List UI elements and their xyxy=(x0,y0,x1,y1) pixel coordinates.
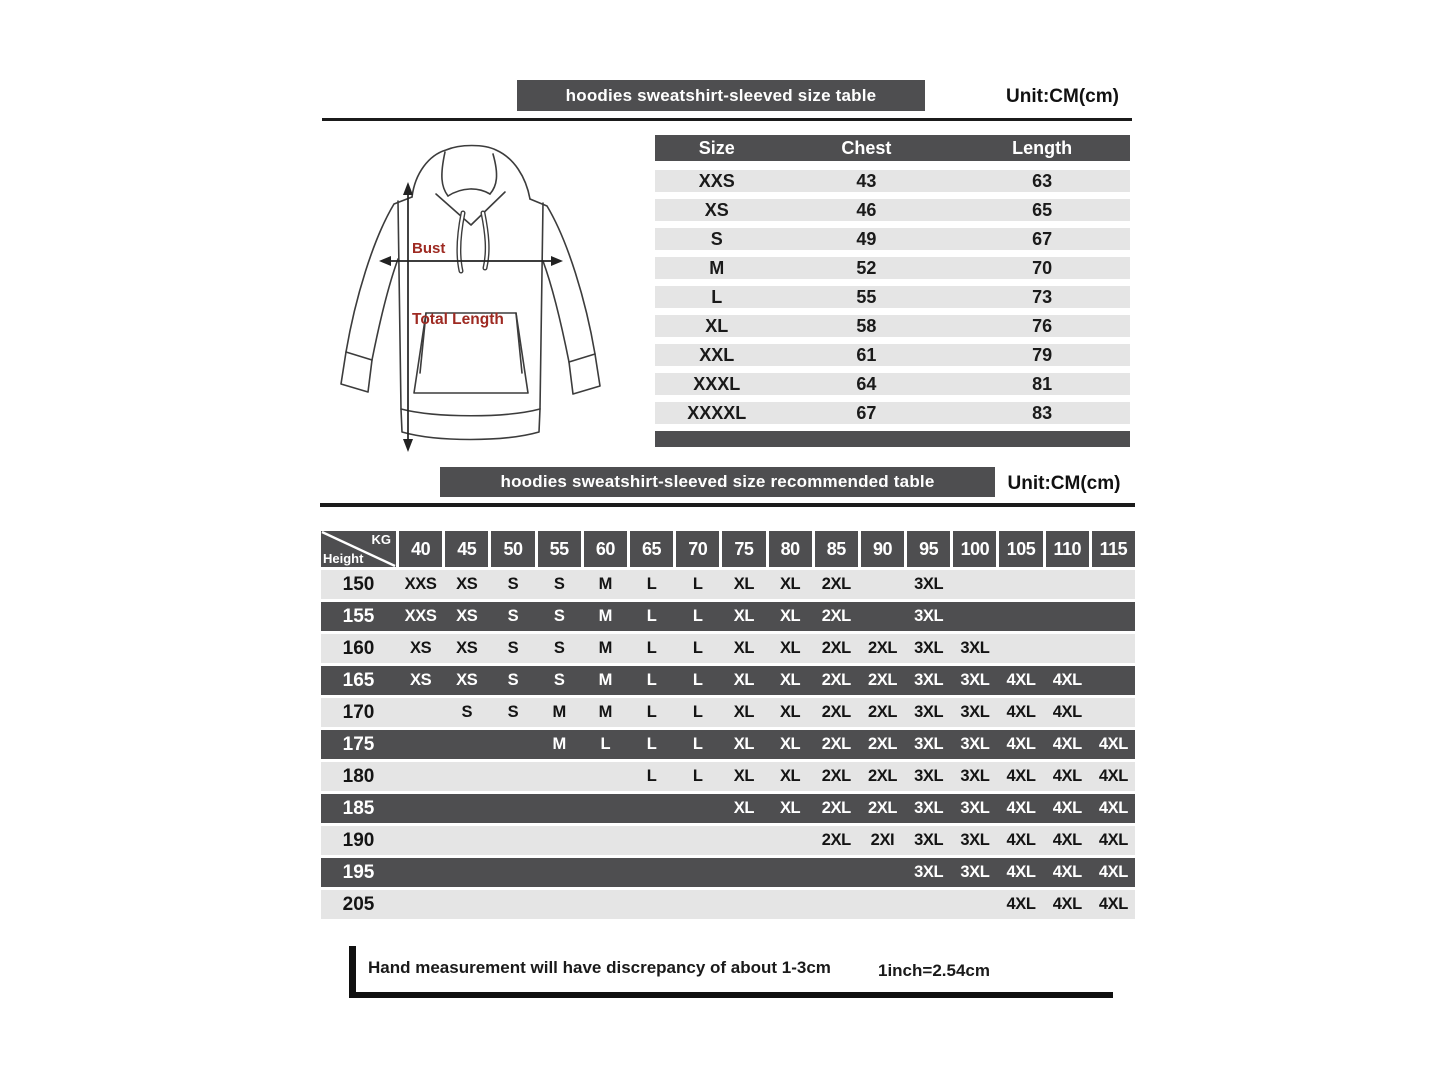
total-length-label: Total Length xyxy=(412,311,504,328)
height-label: 150 xyxy=(342,574,375,595)
recommended-size-cell xyxy=(399,698,442,727)
recommended-size-cell: XL xyxy=(733,607,755,625)
recommended-size-cell xyxy=(445,730,488,759)
recommended-size-cell: 4XL xyxy=(1098,831,1128,849)
recommended-size-cell: S xyxy=(507,575,519,593)
recommended-size-cell: 3XL xyxy=(914,863,944,881)
size-cell-chest: 43 xyxy=(856,171,877,191)
recommended-size-cell xyxy=(399,794,442,823)
recommended-size-cell: 3XL xyxy=(914,639,944,657)
recommended-size-cell xyxy=(676,794,719,823)
size-table-header xyxy=(655,135,1130,161)
size-cell-size: L xyxy=(711,287,723,307)
weight-header-cell: 85 xyxy=(815,531,858,567)
recommended-size-cell: XS xyxy=(409,671,432,689)
size-table-row xyxy=(655,315,1130,337)
height-label: 180 xyxy=(342,766,375,787)
recommended-size-cell xyxy=(1092,634,1135,663)
recommended-size-cell: XL xyxy=(733,767,755,785)
recommended-size-cell: 3XL xyxy=(960,735,990,753)
recommended-table-rows xyxy=(321,570,1135,919)
recommended-size-cell xyxy=(538,794,581,823)
size-table-row xyxy=(655,199,1130,221)
recommended-size-cell: M xyxy=(598,671,613,689)
recommended-size-cell: XS xyxy=(456,607,478,625)
recommended-size-cell xyxy=(630,890,673,919)
recommended-size-cell xyxy=(861,890,904,919)
recommended-size-cell xyxy=(630,794,673,823)
size-cell-length: 63 xyxy=(1032,171,1053,191)
recommended-size-cell: S xyxy=(553,671,565,689)
recommended-size-cell xyxy=(815,858,858,887)
recommended-size-cell: XS xyxy=(409,639,432,657)
size-table-bottom-bar xyxy=(655,431,1130,447)
recommended-size-cell: S xyxy=(507,703,519,721)
recommended-size-cell xyxy=(445,826,488,855)
recommended-size-cell: XL xyxy=(779,575,801,593)
recommended-row xyxy=(321,730,1135,759)
recommended-size-cell xyxy=(722,890,765,919)
recommended-size-cell: M xyxy=(598,703,613,721)
recommended-size-cell: 4XL xyxy=(1006,831,1036,849)
recommended-size-cell: S xyxy=(507,671,519,689)
recommended-size-cell: L xyxy=(646,767,657,785)
recommended-size-cell: 3XL xyxy=(914,607,944,625)
recommended-size-cell: 3XL xyxy=(960,863,990,881)
size-cell-size: XXXL xyxy=(693,374,741,394)
recommended-size-cell xyxy=(491,762,534,791)
recommended-size-cell xyxy=(491,794,534,823)
weight-header-cell: 80 xyxy=(769,531,812,567)
recommended-size-cell xyxy=(538,858,581,887)
size-table-row xyxy=(655,286,1130,308)
weight-header-cell: 65 xyxy=(630,531,673,567)
height-label: 160 xyxy=(342,638,375,659)
recommended-size-cell xyxy=(769,858,812,887)
recommended-row xyxy=(321,570,1135,599)
recommended-size-cell: 4XL xyxy=(1052,767,1082,785)
recommended-row xyxy=(321,666,1135,695)
recommended-size-cell xyxy=(722,826,765,855)
recommended-size-cell: 3XL xyxy=(960,703,990,721)
size-cell-length: 73 xyxy=(1032,287,1053,307)
size-table xyxy=(655,135,1130,447)
weight-header-cell: 40 xyxy=(399,531,442,567)
recommended-size-cell xyxy=(1092,698,1135,727)
height-label: 190 xyxy=(342,830,375,851)
height-label: 165 xyxy=(342,670,375,691)
weight-header-cell: 110 xyxy=(1046,531,1089,567)
recommended-size-cell: 3XL xyxy=(960,671,990,689)
recommended-size-cell: L xyxy=(646,671,657,689)
recommended-size-cell xyxy=(538,826,581,855)
recommended-size-cell xyxy=(999,634,1042,663)
size-table-title: hoodies sweatshirt-sleeved size table xyxy=(565,85,877,105)
recommended-size-cell: XL xyxy=(733,735,755,753)
recommended-size-cell: L xyxy=(646,575,657,593)
recommended-size-cell xyxy=(399,826,442,855)
recommended-table xyxy=(321,531,1135,922)
size-cell-chest: 61 xyxy=(856,345,877,365)
recommended-size-cell xyxy=(445,762,488,791)
recommended-size-cell: 4XL xyxy=(1006,735,1036,753)
recommended-size-cell: 2XL xyxy=(821,671,851,689)
recommended-size-cell: 4XL xyxy=(1052,863,1082,881)
recommended-size-cell: M xyxy=(598,575,613,593)
size-table-row xyxy=(655,257,1130,279)
recommended-size-cell: M xyxy=(552,703,566,721)
recommended-size-cell xyxy=(399,730,442,759)
recommended-size-cell: L xyxy=(692,575,703,593)
recommended-size-cell: 4XL xyxy=(1098,735,1128,753)
size-cell-chest: 46 xyxy=(856,200,877,220)
recommended-size-cell: XS xyxy=(456,639,478,657)
hoodie-diagram xyxy=(324,137,618,455)
recommended-size-cell xyxy=(1046,602,1089,631)
recommended-size-cell: 3XL xyxy=(960,767,990,785)
recommended-size-cell: 3XL xyxy=(914,575,944,593)
recommended-size-cell xyxy=(630,858,673,887)
weight-header-cell: 50 xyxy=(491,531,534,567)
recommended-size-cell: XL xyxy=(733,639,755,657)
height-axis-label: Height xyxy=(323,551,364,566)
recommended-size-cell xyxy=(445,890,488,919)
size-cell-size: XL xyxy=(705,316,729,336)
weight-header-cell: 95 xyxy=(907,531,950,567)
height-label: 155 xyxy=(342,606,375,627)
size-cell-size: S xyxy=(710,229,723,249)
recommended-size-cell: 2XL xyxy=(867,671,897,689)
recommended-size-cell xyxy=(445,858,488,887)
recommended-size-cell xyxy=(999,570,1042,599)
recommended-table-title: hoodies sweatshirt-sleeved size recommended table xyxy=(500,472,935,491)
recommended-size-cell: 3XL xyxy=(914,735,944,753)
recommended-size-cell xyxy=(584,858,627,887)
recommended-size-cell: 2XL xyxy=(821,735,851,753)
recommended-size-cell: 4XL xyxy=(1098,799,1128,817)
size-cell-chest: 55 xyxy=(856,287,877,307)
bust-label: Bust xyxy=(412,240,446,257)
size-cell-length: 65 xyxy=(1032,200,1053,220)
recommended-size-cell: 2XL xyxy=(867,639,897,657)
recommended-size-cell: M xyxy=(598,607,613,625)
recommended-size-cell: XL xyxy=(733,671,755,689)
size-cell-size: XXS xyxy=(698,171,735,191)
recommended-size-cell xyxy=(399,762,442,791)
recommended-size-cell xyxy=(953,890,996,919)
recommended-size-cell: XL xyxy=(733,703,755,721)
recommended-size-cell xyxy=(399,858,442,887)
recommended-size-cell: XL xyxy=(779,767,801,785)
recommended-size-cell: XL xyxy=(779,735,801,753)
recommended-size-cell xyxy=(584,890,627,919)
recommended-size-cell: 2XL xyxy=(867,799,897,817)
recommended-size-cell: 2XL xyxy=(821,703,851,721)
recommended-size-cell xyxy=(722,858,765,887)
recommended-size-cell: XL xyxy=(733,575,755,593)
recommended-size-cell xyxy=(907,890,950,919)
weight-header-cell: 70 xyxy=(676,531,719,567)
recommended-row xyxy=(321,858,1135,887)
recommended-size-cell: M xyxy=(552,735,566,753)
size-table-row xyxy=(655,373,1130,395)
weight-header-cell: 115 xyxy=(1092,531,1135,567)
footer-bottom-line xyxy=(349,992,1113,998)
recommended-size-cell xyxy=(676,858,719,887)
recommended-size-cell: 4XL xyxy=(1006,799,1036,817)
recommended-size-cell: S xyxy=(553,575,565,593)
height-label: 205 xyxy=(342,894,375,915)
recommended-size-cell: 4XL xyxy=(1052,703,1082,721)
size-table-title-bar xyxy=(517,80,925,111)
size-cell-chest: 52 xyxy=(856,258,877,278)
recommended-size-cell: S xyxy=(461,703,473,721)
recommended-size-cell: 4XL xyxy=(1052,735,1082,753)
recommended-size-cell: XL xyxy=(779,639,801,657)
recommended-size-cell: 4XL xyxy=(1052,831,1082,849)
recommended-size-cell xyxy=(538,890,581,919)
size-table-rows xyxy=(655,170,1130,424)
size-cell-length: 81 xyxy=(1032,374,1053,394)
recommended-size-cell: XL xyxy=(779,703,801,721)
recommended-size-cell xyxy=(999,602,1042,631)
recommended-size-cell xyxy=(953,570,996,599)
recommended-size-cell: 2XL xyxy=(867,735,897,753)
size-cell-size: XXL xyxy=(699,345,735,365)
weight-header-cell: 60 xyxy=(584,531,627,567)
weight-header-cell: 90 xyxy=(861,531,904,567)
recommended-size-cell: 2XL xyxy=(867,767,897,785)
recommended-size-cell: L xyxy=(692,639,703,657)
recommended-size-cell xyxy=(861,858,904,887)
size-table-row xyxy=(655,402,1130,424)
recommended-size-cell: 3XL xyxy=(960,831,990,849)
middle-divider xyxy=(320,503,1135,507)
recommended-size-cell: 4XL xyxy=(1006,767,1036,785)
recommended-row xyxy=(321,602,1135,631)
size-table-row xyxy=(655,170,1130,192)
weight-header-cell: 55 xyxy=(538,531,581,567)
column-size: Size xyxy=(698,137,735,158)
weight-header-cell: 45 xyxy=(445,531,488,567)
size-cell-size: XS xyxy=(704,200,729,220)
recommended-size-cell: S xyxy=(553,607,565,625)
recommended-table-title-bar xyxy=(440,467,995,497)
recommended-size-cell: L xyxy=(692,767,703,785)
recommended-size-cell: L xyxy=(692,607,703,625)
recommended-row xyxy=(321,762,1135,791)
size-cell-length: 79 xyxy=(1032,345,1053,365)
recommended-size-cell: 4XL xyxy=(1006,863,1036,881)
recommended-size-cell xyxy=(769,826,812,855)
recommended-size-cell: XL xyxy=(779,799,801,817)
recommended-size-cell: 3XL xyxy=(914,831,944,849)
recommended-size-cell xyxy=(584,826,627,855)
recommended-size-cell: S xyxy=(507,607,519,625)
recommended-size-cell: 4XL xyxy=(1052,895,1082,913)
recommended-size-cell xyxy=(815,890,858,919)
recommended-size-cell: 2XL xyxy=(821,831,851,849)
recommended-size-cell: 4XL xyxy=(1006,671,1036,689)
recommended-size-cell: 2XL xyxy=(821,767,851,785)
recommended-size-cell xyxy=(445,794,488,823)
recommended-size-cell: L xyxy=(646,735,657,753)
column-chest: Chest xyxy=(841,137,892,158)
recommended-size-cell xyxy=(491,890,534,919)
size-cell-length: 70 xyxy=(1032,258,1053,278)
recommended-size-cell: L xyxy=(692,735,703,753)
recommended-size-cell: S xyxy=(553,639,565,657)
height-label: 185 xyxy=(342,798,375,819)
recommended-size-cell: 2XI xyxy=(870,831,895,849)
recommended-size-cell xyxy=(491,730,534,759)
size-cell-size: M xyxy=(709,258,725,278)
recommended-size-cell: XS xyxy=(456,671,478,689)
recommended-size-cell: 2XL xyxy=(821,639,851,657)
recommended-size-cell xyxy=(584,762,627,791)
footer-left-bar xyxy=(349,946,356,998)
size-cell-length: 83 xyxy=(1032,403,1053,423)
recommended-size-cell xyxy=(1046,570,1089,599)
recommended-size-cell: 4XL xyxy=(1006,895,1036,913)
recommended-size-cell: 3XL xyxy=(914,799,944,817)
recommended-size-cell: L xyxy=(692,703,703,721)
measurement-note: Hand measurement will have discrepancy of about 1-3cm xyxy=(368,958,831,977)
recommended-row xyxy=(321,794,1135,823)
recommended-size-cell: 2XL xyxy=(821,575,851,593)
recommended-size-cell xyxy=(630,826,673,855)
recommended-size-cell: XL xyxy=(779,607,801,625)
column-length: Length xyxy=(1012,137,1073,158)
recommended-row xyxy=(321,890,1135,919)
recommended-size-cell xyxy=(491,826,534,855)
recommended-size-cell: 4XL xyxy=(1052,671,1082,689)
recommended-size-cell: 2XL xyxy=(867,703,897,721)
recommended-size-cell: L xyxy=(600,735,611,753)
recommended-row xyxy=(321,826,1135,855)
recommended-size-cell: XL xyxy=(733,799,755,817)
recommended-size-cell: XS xyxy=(456,575,478,593)
recommended-size-cell xyxy=(399,890,442,919)
size-cell-chest: 67 xyxy=(856,403,877,423)
recommended-size-cell xyxy=(676,826,719,855)
inch-conversion-note: 1inch=2.54cm xyxy=(878,961,990,980)
size-table-row xyxy=(655,228,1130,250)
recommended-size-cell: 3XL xyxy=(960,799,990,817)
recommended-size-cell: 3XL xyxy=(960,639,990,657)
recommended-size-cell xyxy=(584,794,627,823)
size-cell-length: 76 xyxy=(1032,316,1053,336)
recommended-size-cell xyxy=(769,890,812,919)
recommended-size-cell xyxy=(676,890,719,919)
recommended-size-cell: 4XL xyxy=(1098,863,1128,881)
recommended-size-cell: XXS xyxy=(404,575,437,593)
size-table-unit-label: Unit:CM(cm) xyxy=(1006,86,1119,107)
recommended-size-cell: 3XL xyxy=(914,767,944,785)
recommended-size-cell: L xyxy=(646,607,657,625)
recommended-size-cell: 4XL xyxy=(1052,799,1082,817)
recommended-size-cell: 3XL xyxy=(914,671,944,689)
recommended-size-cell xyxy=(953,602,996,631)
kg-height-corner xyxy=(321,531,396,567)
recommended-table-unit-label: Unit:CM(cm) xyxy=(1007,473,1121,494)
recommended-size-cell xyxy=(861,570,904,599)
size-cell-chest: 64 xyxy=(856,374,877,394)
recommended-size-cell: L xyxy=(646,639,657,657)
recommended-size-cell: 4XL xyxy=(1098,767,1128,785)
recommended-row xyxy=(321,698,1135,727)
recommended-size-cell xyxy=(1092,666,1135,695)
weight-header-cell: 75 xyxy=(722,531,765,567)
recommended-size-cell xyxy=(1046,634,1089,663)
recommended-size-cell: XXS xyxy=(404,607,437,625)
height-label: 195 xyxy=(342,862,375,883)
recommended-size-cell: M xyxy=(598,639,613,657)
recommended-size-cell: XL xyxy=(779,671,801,689)
recommended-size-cell: S xyxy=(507,639,519,657)
size-table-row xyxy=(655,344,1130,366)
height-label: 170 xyxy=(342,702,375,723)
recommended-table-header xyxy=(321,531,1135,567)
recommended-size-cell xyxy=(538,762,581,791)
top-divider xyxy=(322,118,1132,121)
recommended-size-cell xyxy=(1092,570,1135,599)
recommended-size-cell xyxy=(1092,602,1135,631)
recommended-size-cell: 4XL xyxy=(1006,703,1036,721)
recommended-size-cell: 2XL xyxy=(821,799,851,817)
height-label: 175 xyxy=(342,734,375,755)
size-cell-length: 67 xyxy=(1032,229,1053,249)
recommended-size-cell: 2XL xyxy=(821,607,851,625)
weight-header-cell: 105 xyxy=(999,531,1042,567)
size-cell-size: XXXXL xyxy=(687,403,747,423)
recommended-size-cell: L xyxy=(692,671,703,689)
recommended-size-cell xyxy=(861,602,904,631)
recommended-size-cell: 4XL xyxy=(1098,895,1128,913)
weight-header-cell: 100 xyxy=(953,531,996,567)
kg-label: KG xyxy=(371,532,391,547)
recommended-size-cell: 3XL xyxy=(914,703,944,721)
recommended-size-cell xyxy=(491,858,534,887)
size-cell-chest: 49 xyxy=(856,229,877,249)
recommended-size-cell: L xyxy=(646,703,657,721)
recommended-row xyxy=(321,634,1135,663)
size-cell-chest: 58 xyxy=(856,316,877,336)
